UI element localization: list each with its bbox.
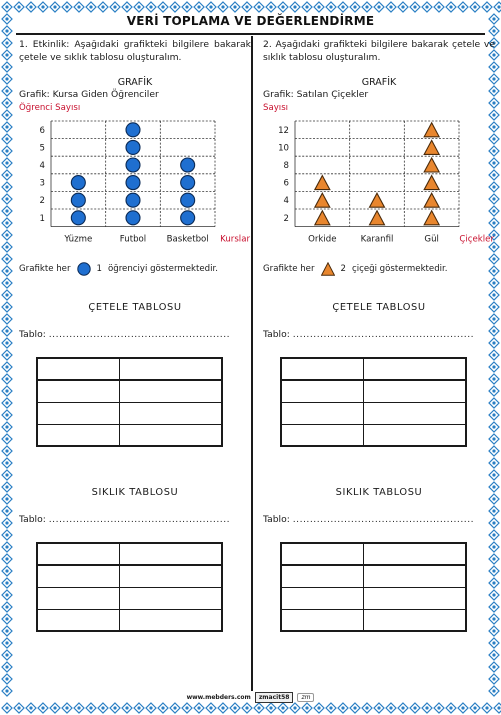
border-motif <box>410 2 420 12</box>
border-motif <box>2 26 12 36</box>
x-tick-label: Yüzme <box>64 234 93 245</box>
border-motif <box>62 703 72 713</box>
circle-mark <box>126 193 140 207</box>
triangle-mark <box>424 158 439 172</box>
table-row <box>281 402 466 424</box>
border-motif <box>2 362 12 372</box>
border-motif <box>458 703 468 713</box>
y-tick-label: 10 <box>278 143 289 154</box>
tally-table <box>280 357 467 447</box>
border-motif <box>2 38 12 48</box>
border-motif <box>2 74 12 84</box>
border-motif <box>2 194 12 204</box>
frequency-table-caption <box>19 514 251 525</box>
border-motif <box>266 2 276 12</box>
border-motif <box>374 2 384 12</box>
border-motif <box>2 662 12 672</box>
border-motif <box>278 2 288 12</box>
task-text: 1. Etkinlik: Aşağıdaki grafikteki bilgilere bakarak çetele ve sıklık tablosu oluşturalım. <box>19 39 251 63</box>
circle-mark <box>181 176 195 190</box>
border-motif <box>230 703 240 713</box>
tablo-label: Tablo: <box>263 514 290 525</box>
border-motif <box>302 2 312 12</box>
border-motif <box>2 50 12 60</box>
border-motif <box>422 703 432 713</box>
table-cell[interactable] <box>363 587 466 609</box>
border-motif <box>386 2 396 12</box>
border-top <box>0 0 501 14</box>
border-motif <box>182 703 192 713</box>
border-motif <box>218 2 228 12</box>
x-tick-label: Gül <box>424 234 439 245</box>
border-motif <box>2 494 12 504</box>
border-motif <box>50 2 60 12</box>
y-tick-label: 1 <box>39 213 45 224</box>
border-left <box>0 0 14 715</box>
border-motif <box>74 703 84 713</box>
border-motif <box>62 2 72 12</box>
y-tick-label: 4 <box>39 161 45 171</box>
table-cell[interactable] <box>281 587 363 609</box>
border-motif <box>110 703 120 713</box>
footer-logo: zm <box>297 693 314 702</box>
border-motif <box>2 146 12 156</box>
border-motif <box>2 266 12 276</box>
tablo-blank[interactable]: ..................................................... <box>292 329 475 340</box>
border-motif <box>2 206 12 216</box>
border-motif <box>218 703 228 713</box>
table-cell[interactable] <box>363 565 466 587</box>
border-motif <box>74 2 84 12</box>
border-motif <box>254 2 264 12</box>
table-cell[interactable] <box>281 543 363 565</box>
tablo-label: Tablo: <box>19 514 46 525</box>
border-motif <box>2 62 12 72</box>
tablo-blank[interactable]: ..................................................... <box>48 514 231 525</box>
border-motif <box>170 2 180 12</box>
border-motif <box>2 122 12 132</box>
border-motif <box>2 386 12 396</box>
border-motif <box>410 703 420 713</box>
legend-prefix: Grafikte her <box>263 264 315 274</box>
table-cell[interactable] <box>119 609 222 631</box>
border-motif <box>338 2 348 12</box>
border-motif <box>2 302 12 312</box>
table-cell[interactable] <box>119 424 222 446</box>
border-motif <box>314 2 324 12</box>
border-motif <box>2 590 12 600</box>
border-motif <box>302 703 312 713</box>
border-motif <box>182 2 192 12</box>
border-motif <box>446 703 456 713</box>
border-motif <box>2 626 12 636</box>
border-motif <box>2 530 12 540</box>
table-cell[interactable] <box>281 402 363 424</box>
border-motif <box>2 542 12 552</box>
tablo-label: Tablo: <box>19 329 46 340</box>
border-motif <box>434 703 444 713</box>
graph-subtitle: Grafik: Kursa Giden Öğrenciler <box>19 89 159 100</box>
table-cell[interactable] <box>363 358 466 380</box>
border-motif <box>2 98 12 108</box>
border-motif <box>242 2 252 12</box>
border-motif <box>2 638 12 648</box>
y-axis-title: Sayısı <box>263 103 289 113</box>
triangle-mark <box>424 123 439 137</box>
border-motif <box>2 614 12 624</box>
border-motif <box>2 326 12 336</box>
table-cell[interactable] <box>281 565 363 587</box>
pictograph-svg <box>19 102 251 262</box>
border-motif <box>326 2 336 12</box>
border-motif <box>230 2 240 12</box>
border-motif <box>338 703 348 713</box>
border-motif <box>2 650 12 660</box>
tally-table-title: ÇETELE TABLOSU <box>88 302 182 313</box>
table-cell[interactable] <box>281 358 363 380</box>
x-tick-label: Futbol <box>119 234 147 245</box>
border-motif <box>194 703 204 713</box>
border-motif <box>2 110 12 120</box>
legend <box>263 262 495 276</box>
x-tick-label: Karanfil <box>360 234 394 245</box>
border-motif <box>350 703 360 713</box>
border-motif <box>2 518 12 528</box>
circle-mark <box>126 140 140 154</box>
border-motif <box>134 2 144 12</box>
border-motif <box>134 703 144 713</box>
pictograph-students <box>19 102 251 262</box>
border-motif <box>194 2 204 12</box>
border-motif <box>2 242 12 252</box>
graph-heading: GRAFİK <box>117 77 153 88</box>
table-row <box>37 358 222 380</box>
border-motif <box>290 703 300 713</box>
border-motif <box>489 638 499 648</box>
y-tick-label: 3 <box>39 178 45 189</box>
frequency-table-title: SIKLIK TABLOSU <box>91 487 179 498</box>
tally-table <box>36 357 223 447</box>
x-tick-label: Basketbol <box>166 234 209 245</box>
border-motif <box>2 278 12 288</box>
border-motif <box>422 2 432 12</box>
y-tick-label: 6 <box>39 125 45 136</box>
table-row <box>281 565 466 587</box>
border-motif <box>2 314 12 324</box>
circle-mark <box>126 123 140 137</box>
legend-count: 2 <box>340 264 346 274</box>
table-cell[interactable] <box>37 565 119 587</box>
border-motif <box>314 703 324 713</box>
border-motif <box>362 2 372 12</box>
table-row <box>37 424 222 446</box>
table-cell[interactable] <box>119 543 222 565</box>
border-motif <box>386 703 396 713</box>
table-cell[interactable] <box>37 587 119 609</box>
table-cell[interactable] <box>37 358 119 380</box>
table-cell[interactable] <box>281 609 363 631</box>
table-cell[interactable] <box>363 609 466 631</box>
border-motif <box>98 703 108 713</box>
footer <box>0 692 501 703</box>
table-cell[interactable] <box>119 587 222 609</box>
border-motif <box>2 434 12 444</box>
border-motif <box>38 2 48 12</box>
legend-suffix: çiçeği göstermektedir. <box>351 264 448 274</box>
border-motif <box>2 554 12 564</box>
title-underline <box>16 33 485 35</box>
y-tick-label: 4 <box>283 196 289 207</box>
border-motif <box>14 2 24 12</box>
graph-heading: GRAFİK <box>361 77 397 88</box>
triangle-mark <box>424 193 439 207</box>
border-motif <box>146 2 156 12</box>
border-motif <box>350 2 360 12</box>
border-motif <box>86 703 96 713</box>
tally-table-title: ÇETELE TABLOSU <box>332 302 426 313</box>
triangle-mark <box>315 176 330 190</box>
table-row <box>37 543 222 565</box>
border-motif <box>26 2 36 12</box>
tally-table-caption <box>263 329 495 340</box>
border-motif <box>206 703 216 713</box>
table-cell[interactable] <box>363 543 466 565</box>
triangle-mark <box>370 193 385 207</box>
y-tick-label: 6 <box>283 178 289 189</box>
border-motif <box>2 182 12 192</box>
table-row <box>281 380 466 402</box>
table-row <box>281 587 466 609</box>
circle-mark <box>126 176 140 190</box>
border-motif <box>2 170 12 180</box>
border-motif <box>2 566 12 576</box>
border-motif <box>2 470 12 480</box>
border-motif <box>170 703 180 713</box>
border-motif <box>326 703 336 713</box>
border-motif <box>158 2 168 12</box>
border-motif <box>2 410 12 420</box>
border-motif <box>2 134 12 144</box>
border-motif <box>2 482 12 492</box>
border-motif <box>2 254 12 264</box>
border-motif <box>362 703 372 713</box>
table-cell[interactable] <box>119 358 222 380</box>
table-row <box>37 609 222 631</box>
border-motif <box>50 703 60 713</box>
y-tick-label: 2 <box>39 196 45 207</box>
x-axis-title: Kurslar <box>220 234 250 245</box>
right-column <box>263 36 495 632</box>
border-motif <box>470 703 480 713</box>
table-row <box>37 587 222 609</box>
graph-subtitle: Grafik: Satılan Çiçekler <box>263 89 369 100</box>
tablo-blank[interactable]: ..................................................... <box>292 514 475 525</box>
border-motif <box>122 2 132 12</box>
table-cell[interactable] <box>119 402 222 424</box>
table-row <box>37 402 222 424</box>
border-motif <box>278 703 288 713</box>
x-tick-label: Orkide <box>308 234 337 245</box>
pictograph-svg <box>263 102 495 262</box>
y-tick-label: 8 <box>283 161 289 171</box>
triangle-mark <box>424 176 439 190</box>
table-cell[interactable] <box>37 609 119 631</box>
table-cell[interactable] <box>363 402 466 424</box>
circle-mark <box>71 193 85 207</box>
table-cell[interactable] <box>37 380 119 402</box>
table-cell[interactable] <box>281 380 363 402</box>
border-motif <box>2 674 12 684</box>
table-cell[interactable] <box>363 380 466 402</box>
circle-symbol-icon <box>77 262 91 276</box>
frequency-table <box>36 542 223 632</box>
task-text: 2. Aşağıdaki grafikteki bilgilere bakarak çetele ve sıklık tablosu oluşturalım. <box>263 39 495 63</box>
y-axis-title: Öğrenci Sayısı <box>19 103 81 113</box>
tally-table-caption <box>19 329 251 340</box>
page-title: VERİ TOPLAMA VE DEĞERLENDİRME <box>126 14 375 28</box>
column-divider <box>251 36 253 691</box>
legend-prefix: Grafikte her <box>19 264 71 274</box>
border-motif <box>2 422 12 432</box>
border-motif <box>2 578 12 588</box>
border-motif <box>374 703 384 713</box>
y-tick-label: 2 <box>283 213 289 224</box>
border-motif <box>38 703 48 713</box>
triangle-mark <box>424 140 439 154</box>
border-motif <box>122 703 132 713</box>
table-cell[interactable] <box>37 402 119 424</box>
border-motif <box>110 2 120 12</box>
border-motif <box>2 374 12 384</box>
circle-mark <box>181 211 195 225</box>
table-cell[interactable] <box>37 424 119 446</box>
footer-site[interactable]: www.mebders.com <box>186 694 251 701</box>
circle-mark <box>71 176 85 190</box>
circle-mark <box>181 193 195 207</box>
circle-mark <box>126 211 140 225</box>
border-motif <box>489 650 499 660</box>
table-row <box>281 543 466 565</box>
table-row <box>281 358 466 380</box>
border-motif <box>489 662 499 672</box>
border-motif <box>458 2 468 12</box>
border-motif <box>2 14 12 24</box>
border-motif <box>266 703 276 713</box>
border-motif <box>2 398 12 408</box>
table-row <box>281 424 466 446</box>
border-motif <box>2 458 12 468</box>
table-cell[interactable] <box>119 380 222 402</box>
table-cell[interactable] <box>37 543 119 565</box>
tablo-blank[interactable]: ..................................................... <box>48 329 231 340</box>
border-motif <box>2 230 12 240</box>
border-motif <box>242 703 252 713</box>
border-motif <box>398 2 408 12</box>
border-motif <box>26 703 36 713</box>
border-motif <box>206 2 216 12</box>
border-motif <box>489 14 499 24</box>
border-motif <box>434 2 444 12</box>
border-motif <box>14 703 24 713</box>
table-row <box>281 609 466 631</box>
border-motif <box>2 86 12 96</box>
border-motif <box>446 2 456 12</box>
border-motif <box>2 338 12 348</box>
triangle-mark <box>370 211 385 225</box>
triangle-symbol-icon <box>321 262 335 276</box>
table-cell[interactable] <box>119 565 222 587</box>
border-motif <box>2 446 12 456</box>
table-cell[interactable] <box>281 424 363 446</box>
y-tick-label: 5 <box>39 143 45 154</box>
legend <box>19 262 251 276</box>
frequency-table-title: SIKLIK TABLOSU <box>335 487 423 498</box>
pictograph-flowers <box>263 102 495 262</box>
frequency-table-caption <box>263 514 495 525</box>
border-motif <box>2 506 12 516</box>
table-row <box>37 380 222 402</box>
border-motif <box>158 703 168 713</box>
tablo-label: Tablo: <box>263 329 290 340</box>
border-motif <box>98 2 108 12</box>
border-motif <box>2 158 12 168</box>
border-motif <box>2 350 12 360</box>
y-tick-label: 12 <box>278 125 289 136</box>
frequency-table <box>280 542 467 632</box>
left-column <box>19 36 251 632</box>
border-bottom <box>0 701 501 715</box>
triangle-mark <box>315 211 330 225</box>
border-motif <box>470 2 480 12</box>
legend-suffix: öğrenciyi göstermektedir. <box>107 264 218 274</box>
border-motif <box>290 2 300 12</box>
triangle-mark <box>315 193 330 207</box>
circle-mark <box>126 158 140 172</box>
triangle-mark <box>424 211 439 225</box>
border-motif <box>86 2 96 12</box>
table-cell[interactable] <box>363 424 466 446</box>
circle-mark <box>181 158 195 172</box>
border-motif <box>2 602 12 612</box>
border-motif <box>2 290 12 300</box>
legend-count: 1 <box>96 264 102 274</box>
border-motif <box>254 703 264 713</box>
circle-mark <box>71 211 85 225</box>
border-motif <box>2 218 12 228</box>
table-row <box>37 565 222 587</box>
border-motif <box>398 703 408 713</box>
x-axis-title: Çiçekler <box>459 234 494 245</box>
border-motif <box>489 26 499 36</box>
border-motif <box>489 674 499 684</box>
footer-badge: zmacit58 <box>255 692 294 703</box>
border-motif <box>146 703 156 713</box>
